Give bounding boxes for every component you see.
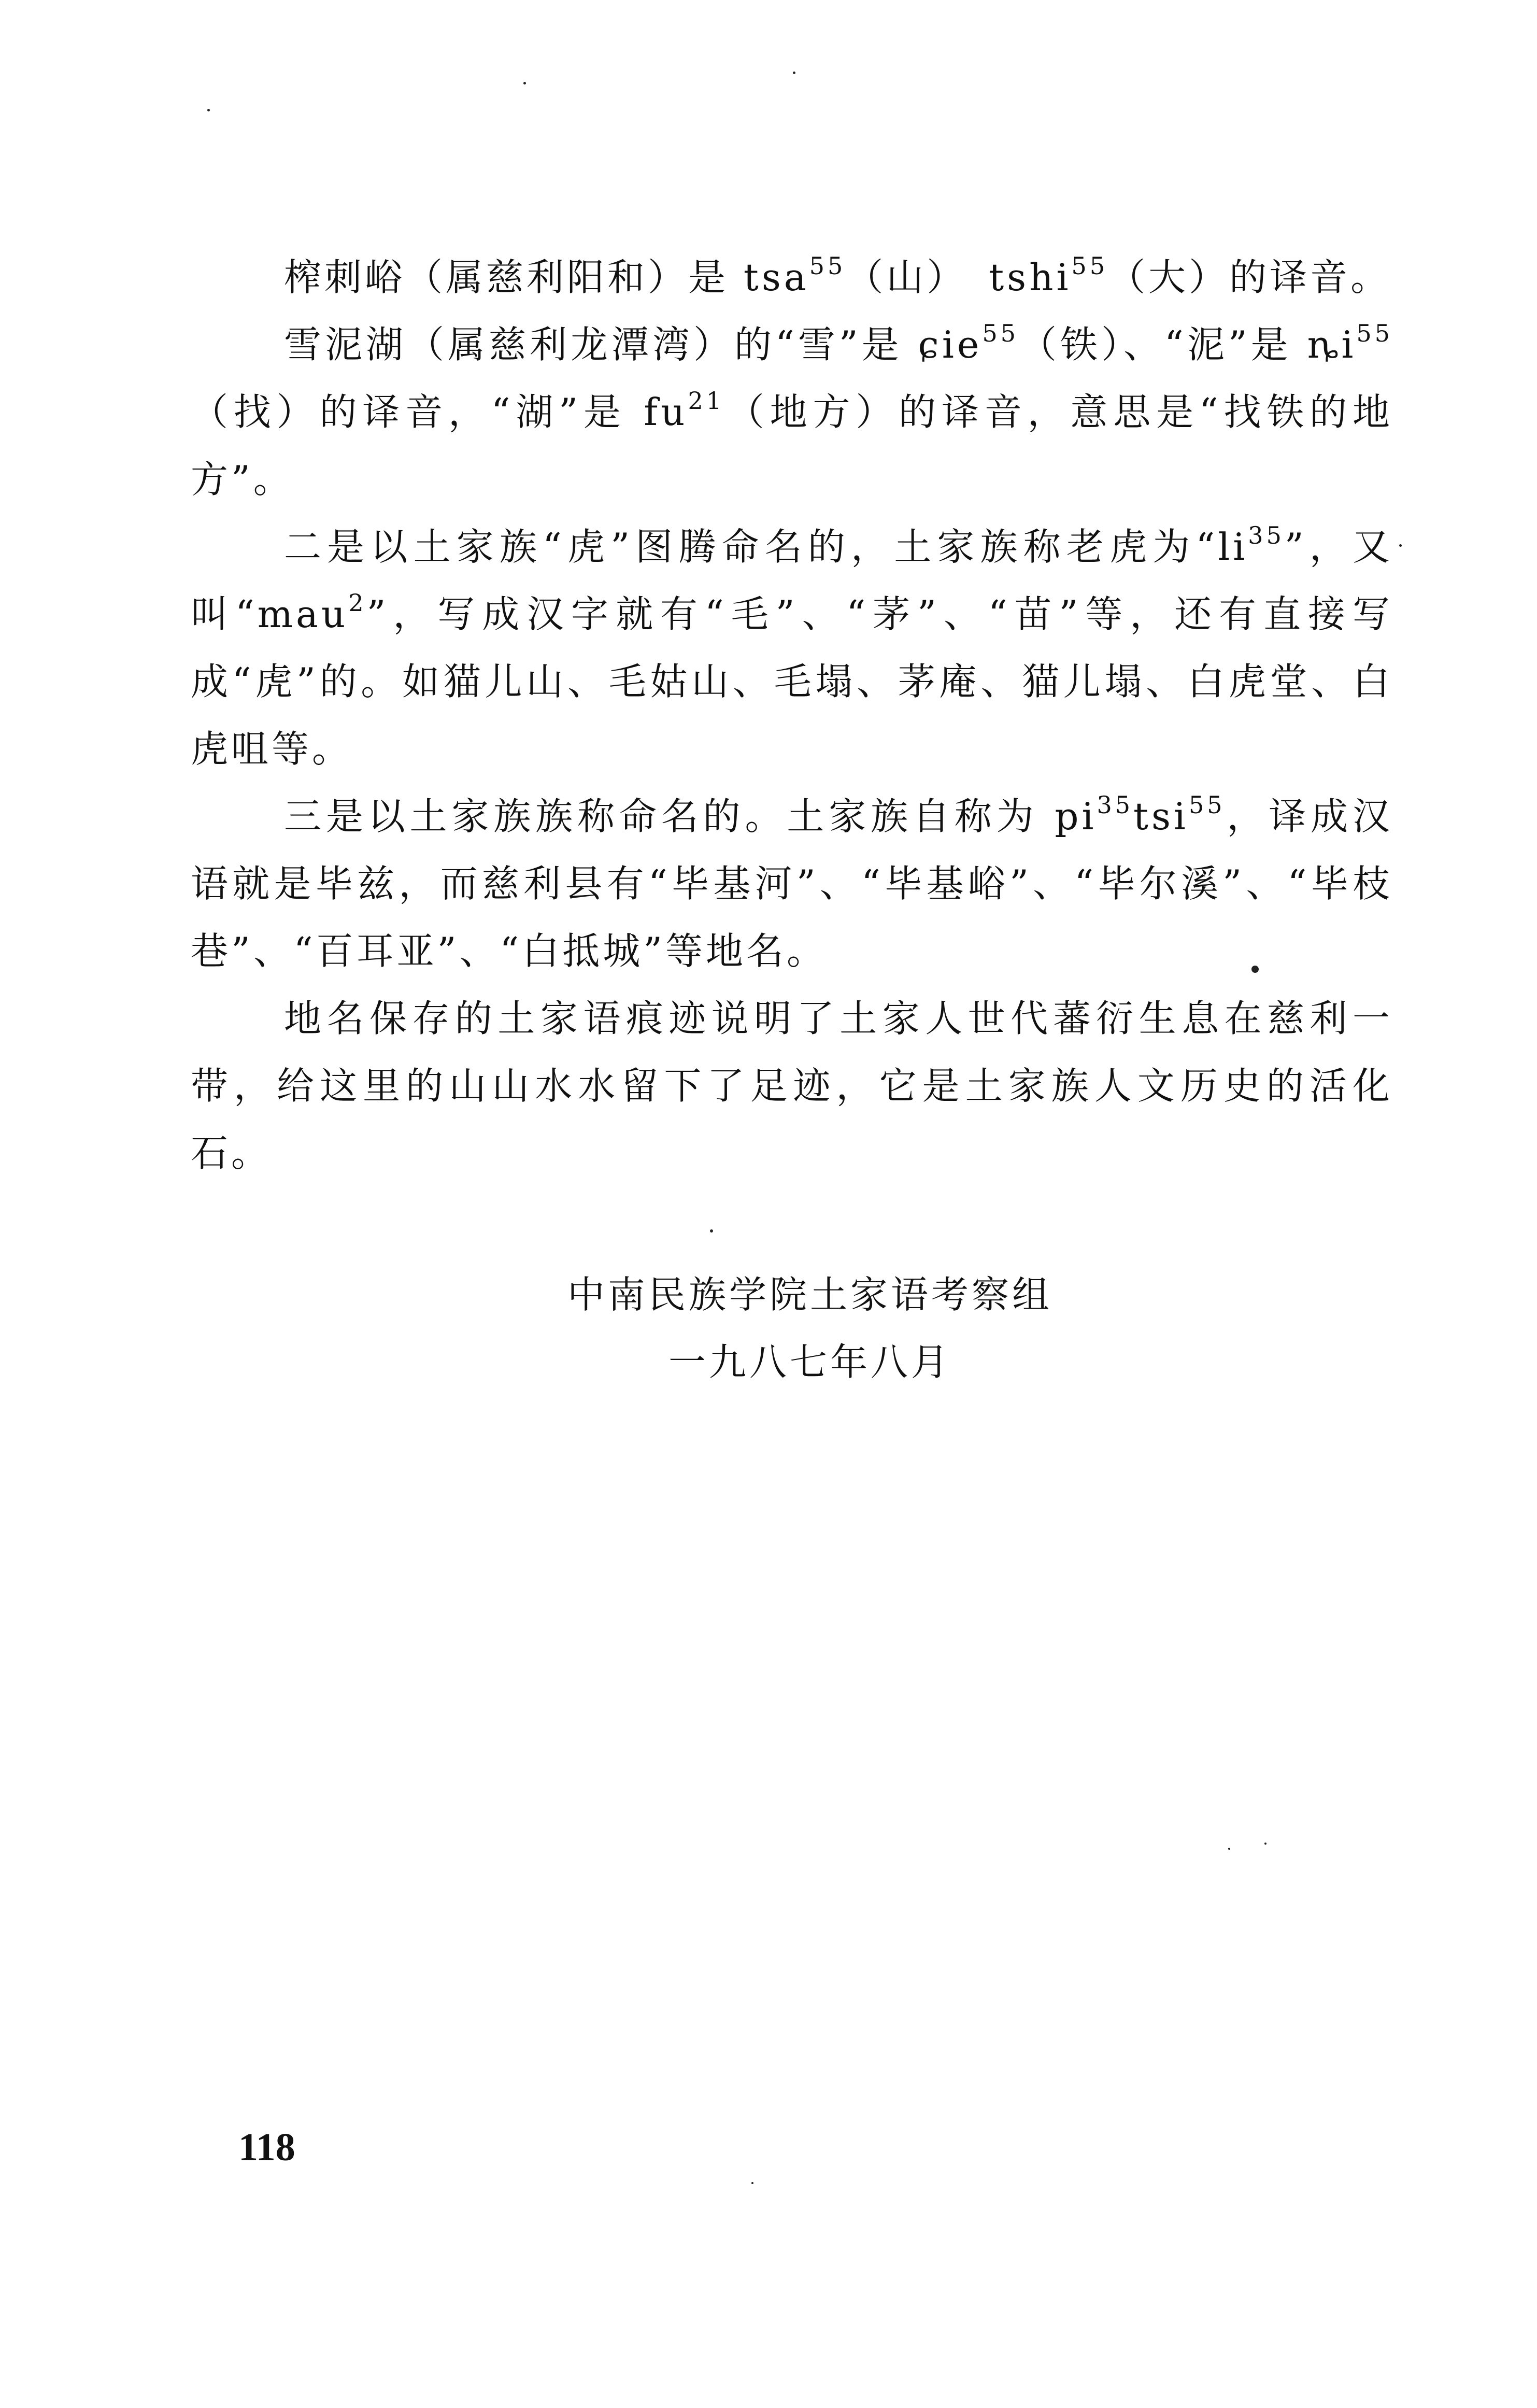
text-run: ”，写成汉字就有“毛”、“茅”、“苗”等，还有直接写成“虎”的。如猫儿山、毛姑山、毛塌、茅庵、猫儿塌、白虎堂、白虎咀等。: [191, 592, 1393, 771]
text-run: 地名保存的土家语痕迹说明了土家人世代蕃衍生息在慈利一带，给这里的山山水水留下了足迹，它是土家族人文历史的活化石。: [191, 997, 1393, 1175]
text-run: ”，又叫“mau: [191, 525, 1393, 636]
text-run: （地方）的译音，意思是“找铁的地方”。: [191, 390, 1393, 501]
tone-superscript: 55: [1188, 791, 1226, 819]
page-number: 118: [238, 2126, 295, 2169]
tone-superscript: 55: [1071, 252, 1108, 280]
text-run: ，译成汉语就是毕兹，而慈利县有“毕基河”、“毕基峪”、“毕尔溪”、“毕枝巷”、“百耳亚”、“白抵城”等地名。: [191, 795, 1393, 973]
scan-speck: [1399, 544, 1402, 547]
text-run: tsi: [1133, 795, 1189, 838]
scan-speck: [1264, 1843, 1266, 1845]
scan-speck: [1228, 1848, 1230, 1850]
scan-speck: [207, 109, 210, 111]
text-run: （大）的译音。: [1108, 256, 1391, 299]
signature-date: 一九八七年八月: [668, 1340, 951, 1384]
tone-superscript: 55: [809, 252, 846, 280]
body-text: [191, 244, 1393, 1187]
text-run: 三是以土家族族称命名的。土家族自称为 pi: [284, 795, 1097, 838]
text-run: （山） tshi: [846, 256, 1072, 299]
text-run: 雪泥湖（属慈利龙潭湾）的“雪”是 ɕie: [284, 323, 983, 366]
tone-superscript: 35: [1248, 521, 1285, 549]
paragraph-4: [191, 783, 1393, 985]
text-run: （铁）、“泥”是 ȵi: [1019, 323, 1357, 366]
scan-speck: [523, 82, 526, 84]
scan-speck: [710, 1229, 713, 1233]
tone-superscript: 55: [982, 319, 1019, 347]
paragraph-2: [191, 311, 1393, 513]
paragraph-1: [191, 244, 1393, 311]
tone-superscript: 55: [1356, 319, 1393, 347]
scan-speck: [793, 72, 795, 74]
tone-superscript: 2: [348, 589, 367, 617]
text-run: （找）的译音，“湖”是 fu: [191, 390, 688, 434]
signature-organization: 中南民族学院土家语考察组: [567, 1273, 1052, 1316]
paragraph-5: [191, 985, 1393, 1187]
text-run: 榨刺峪（属慈利阳和）是 tsa: [284, 256, 809, 299]
text-run: 二是以土家族“虎”图腾命名的，土家族称老虎为“li: [284, 525, 1248, 569]
tone-superscript: 35: [1097, 791, 1134, 819]
scan-speck: [751, 2182, 753, 2184]
tone-superscript: 21: [688, 387, 724, 415]
paragraph-3: [191, 513, 1393, 783]
scan-speck: [1251, 966, 1259, 973]
